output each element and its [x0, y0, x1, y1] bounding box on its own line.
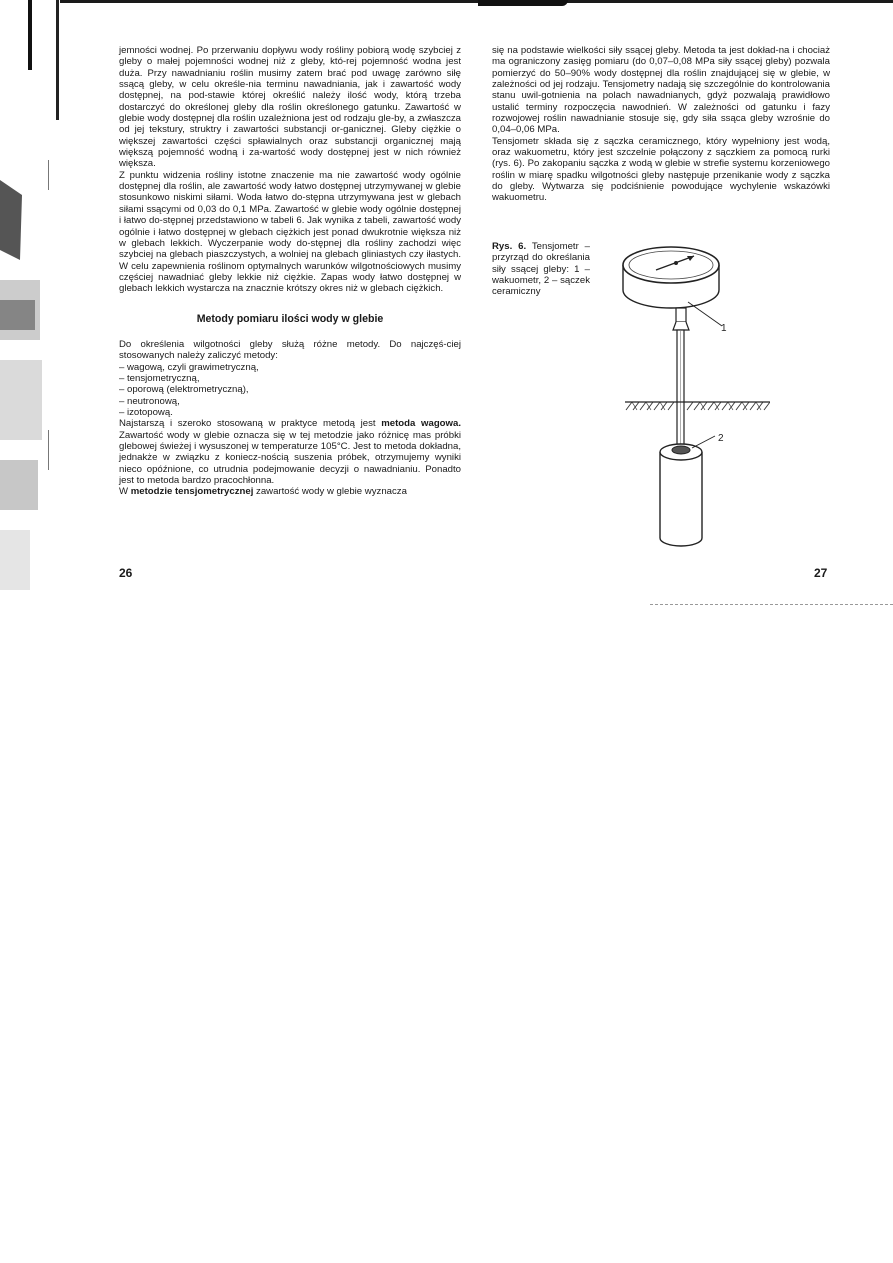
figure-label: Rys. 6.: [492, 241, 527, 252]
vacuum-gauge-icon: [623, 247, 719, 308]
right-page-column: [492, 45, 830, 204]
section-heading: Metody pomiaru ilości wody w glebie: [196, 312, 384, 325]
paragraph-water-capacity: jemności wodnej. Po przerwaniu dopływu wody rośliny pobiorą wodę szybciej z gleby o małej pojemności wodnej niż z gleby, któ-rej pojemność wodna jest duża. Przy nawadnianiu roślin musimy zatem brać pod uwagę zarówno siłę ssącą gleby, w celu określe-nia terminu nawadniania, jak i zawartość wody dostępnej, na pod-stawie której określić należy ilość wody, którą trzeba dostarczyć do określonej gleby dla roślin określonego gatunku. Zawartość w glebie wody dostępnej dla roślin uzależniona jest od rodzaju gle-by, a zwłaszcza od jej tekstury, struktry i zawartości substancji or-ganicznej. Gleby ciężkie o większej zawartości części spławialnych oraz substancji organicznej mają większą pojemność wodną i za-wartość wody dostępnej jest w nich również większa.: [119, 45, 461, 170]
figure-caption-text: Tensjometr – przyrząd do określania siły ssącej gleby: 1 – wakuometr, 2 – sączek ceramiczny: [492, 241, 591, 298]
ground-hatching: [625, 402, 770, 410]
paragraph-gravimetric: Najstarszą i szeroko stosowaną w praktyce metodą jest metoda wagowa. Zawartość wody w glebie oznacza się w tej metodzie jako różnicę mas próbki glebowej świeżej i wysuszonej w temperaturze 105°C. Jest to metoda dokładna, jednakże w związku z koniecz-nością suszenia próbek, otrzymujemy wyniki nieco opóźnione, co utrudnia podejmowanie decyzji o nawadnianiu. Ponadto jest to metoda bardzo pracochłonna.: [119, 418, 462, 487]
tensiometer-figure: [620, 240, 770, 570]
scan-top-border: [60, 0, 893, 3]
paragraph-available-water: Z punktu widzenia rośliny istotne znaczenie ma nie zawartość wody ogólnie dostępnej dla roślin, ale zawartość wody łatwo dostępnej utrzymywanej w glebie stosunkowo niskimi siłami. Woda łatwo do-stępna utrzymywana jest w glebach siłami ssącymi od 0,03 do 0,1 MPa. Zawartość w glebie wody ogólnie dostępnej i łatwo do-stępnej przedstawiono w tabeli 6. Jak wynika z tabeli, zawartość wody ogólnie i łatwo dostępnej w glebach ciężkich jest ponad dwukrotnie większa niż w glebach lekkich. Wyczerpanie wody do-stępnej dla rośliny zachodzi więc szybciej na glebach piaszczystych, a wolniej na glebach gliniastych czy iłastych. W celu zapewnienia roślinom optymalnych warunków wilgotnościowych musimy częściej nawadniać gleby lekkie niż ciężkie. Zapas wody łatwo dostępnej w glebach lekkich wystarcza na znacznie krótszy okres niż w glebach ciężkich.: [119, 169, 461, 295]
tube-icon: [677, 330, 684, 448]
label-ceramic-cup: 2: [718, 433, 724, 444]
list-item: – neutronową,: [119, 395, 180, 407]
term-metoda-tensjometryczna: metodzie tensjometrycznej: [130, 486, 254, 498]
paragraph-methods-intro: Do określenia wilgotności gleby służą różne metody. Do najczęś-ciej stosowanych należy zaliczyć metody:: [119, 338, 461, 362]
term-metoda-wagowa: metoda wagowa.: [381, 418, 462, 430]
scan-bottom-edge: [650, 604, 893, 605]
list-item: – wagową, czyli grawimetryczną,: [119, 361, 259, 373]
left-page-column: [119, 45, 461, 498]
ceramic-cup-icon: [660, 444, 702, 546]
paragraph-tensiometric-method: się na podstawie wielkości siły ssącej gleby. Metoda ta jest dokład-na i chociaż ma ograniczony zasięg pomiaru (do 0,07–0,08 MPa siły ssącej gleby) pozwala pomierzyć do 50–90% wody dostępnej dla roślin znajdującej się w glebie, w zależności od jej rodzaju. Tensjometry nadają się szczególnie do kontrolowania stanu uwil-gotnienia na polach nawadnianych, gdyż pozwalają prawidłowo ustalić terminy rozpoczęcia nawodnień. W zależności od gatunku i fazy rozwojowej roślin nawadnianie stosuje się, gdy siła ssąca gleby wzrośnie do 0,04–0,06 MPa.: [492, 45, 830, 136]
methods-list: [119, 362, 461, 419]
figure-caption: [492, 241, 590, 298]
page-number-left: 26: [119, 566, 133, 580]
scan-top-mark: [478, 0, 568, 6]
list-item: – tensjometryczną,: [119, 372, 200, 384]
list-item: – oporową (elektrometryczną),: [119, 384, 249, 396]
page-number-right: 27: [814, 566, 828, 580]
scan-edge-artifact: [0, 0, 62, 600]
label-vacuum-gauge: 1: [721, 323, 727, 334]
paragraph-tensiometric-start: W metodzie tensjometrycznej zawartość wody w glebie wyznacza: [119, 486, 407, 498]
paragraph-tensiometer-construction: Tensjometr składa się z sączka ceramicznego, który wypełniony jest wodą, oraz wakuometru, który jest szczelnie połączony z sączkiem za pomocą rurki (rys. 6). Po zakopaniu sączka z wodą w glebie w strefie systemu korzeniowego roślin w miarę spadku wilgotności gleby następuje przenikanie wody z sączka do gleby. Wytwarza się podciśnienie powodujące wychylenie wskazówki wakuometru.: [492, 135, 830, 204]
list-item: – izotopową.: [119, 406, 173, 418]
